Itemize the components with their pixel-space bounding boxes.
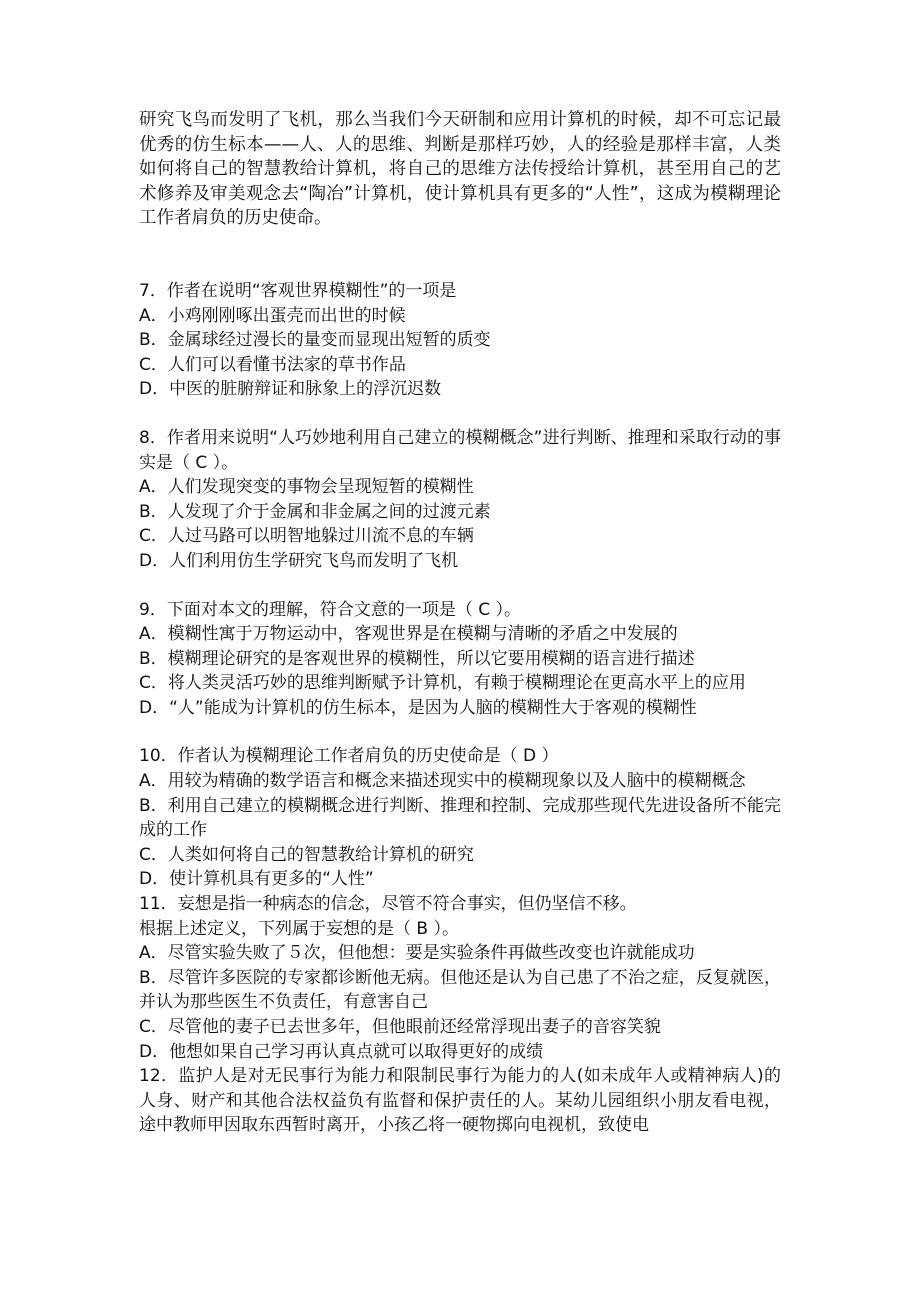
question-8-option-a: A．人们发现突变的事物会呈现短暂的模糊性: [139, 477, 474, 498]
question-11-stem: 11．妄想是指一种病态的信念，尽管不符合事实，但仍坚信不移。: [139, 894, 637, 915]
question-10-option-b: B．利用自己建立的模糊概念进行判断、推理和控制、完成那些现代先进设备所不能完成的工作: [139, 795, 781, 841]
question-10-stem: 10．作者认为模糊理论工作者肩负的历史使命是（ D ）: [139, 746, 559, 767]
question-8-option-d: D．人们利用仿生学研究飞鸟而发明了飞机: [139, 550, 459, 571]
spacer: [139, 720, 781, 744]
question-9-option-c: C．将人类灵活巧妙的思维判断赋予计算机，有赖于模糊理论在更高水平上的应用: [139, 673, 746, 694]
question-11-stem-2: 根据上述定义，下列属于妄想的是（ B ）。: [139, 918, 459, 939]
question-10-option-d: D．使计算机具有更多的“人性”: [139, 869, 374, 890]
question-11-option-a: A．尽管实验失败了５次，但他想：要是实验条件再做些改变也许就能成功: [139, 943, 695, 964]
question-7: [139, 279, 781, 402]
question-7-option-d: D．中医的脏腑辩证和脉象上的浮沉迟数: [139, 379, 442, 400]
question-9-option-d: D．“人”能成为计算机的仿生标本，是因为人脑的模糊性大于客观的模糊性: [139, 697, 697, 718]
question-11-option-d: D．他想如果自己学习再认真点就可以取得更好的成绩: [139, 1041, 544, 1062]
question-8: [139, 426, 781, 574]
spacer: [139, 402, 781, 426]
question-7-option-b: B．金属球经过漫长的量变而显现出短暂的质变: [139, 330, 491, 351]
question-9: [139, 598, 781, 721]
spacer: [139, 574, 781, 598]
question-11: [139, 892, 781, 1064]
question-7-option-c: C．人们可以看懂书法家的草书作品: [139, 354, 406, 375]
question-9-option-b: B．模糊理论研究的是客观世界的模糊性，所以它要用模糊的语言进行描述: [139, 648, 695, 669]
question-12: [139, 1064, 781, 1138]
question-9-option-a: A．模糊性寓于万物运动中，客观世界是在模糊与清晰的矛盾之中发展的: [139, 624, 678, 645]
question-10-option-a: A．用较为精确的数学语言和概念来描述现实中的模糊现象以及人脑中的模糊概念: [139, 771, 746, 792]
document-page: [139, 108, 781, 1138]
question-7-stem: 7．作者在说明“客观世界模糊性”的一项是: [139, 280, 457, 301]
question-8-stem: 8．作者用来说明“人巧妙地利用自己建立的模糊概念”进行判断、推理和采取行动的事实是（ C ）。: [139, 427, 781, 473]
intro-paragraph: 研究飞鸟而发明了飞机，那么当我们今天研制和应用计算机的时候，却不可忘记最优秀的仿生标本——人、人的思维、判断是那样巧妙，人的经验是那样丰富，人类如何将自己的智慧教给计算机，将自己的思维方法传授给计算机，甚至用自己的艺术修养及审美观念去“陶冶”计算机，使计算机具有更多的“人性”，这成为模糊理论工作者肩负的历史使命。: [139, 110, 781, 229]
question-11-option-b: B．尽管许多医院的专家都诊断他无病。但他还是认为自己患了不治之症，反复就医，并认为那些医生不负责任，有意害自己: [139, 967, 781, 1013]
question-7-option-a: A．小鸡刚刚啄出蛋壳而出世的时候: [139, 305, 406, 326]
question-12-stem: 12．监护人是对无民事行为能力和限制民事行为能力的人(如未成年人或精神病人)的人身、财产和其他合法权益负有监督和保护责任的人。某幼儿园组织小朋友看电视，途中教师甲因取东西暂时离开，小孩乙将一硬物掷向电视机，致使电: [139, 1066, 781, 1136]
question-11-option-c: C．尽管他的妻子已去世多年，但他眼前还经常浮现出妻子的音容笑貌: [139, 1017, 661, 1037]
spacer: [139, 231, 781, 279]
question-10: [139, 744, 781, 892]
question-8-option-b: B．人发现了介于金属和非金属之间的过渡元素: [139, 501, 491, 522]
question-9-stem: 9．下面对本文的理解，符合文意的一项是（ C ）。: [139, 599, 521, 620]
question-8-option-c: C．人过马路可以明智地躲过川流不息的车辆: [139, 526, 474, 547]
question-10-option-c: C．人类如何将自己的智慧教给计算机的研究: [139, 844, 474, 865]
